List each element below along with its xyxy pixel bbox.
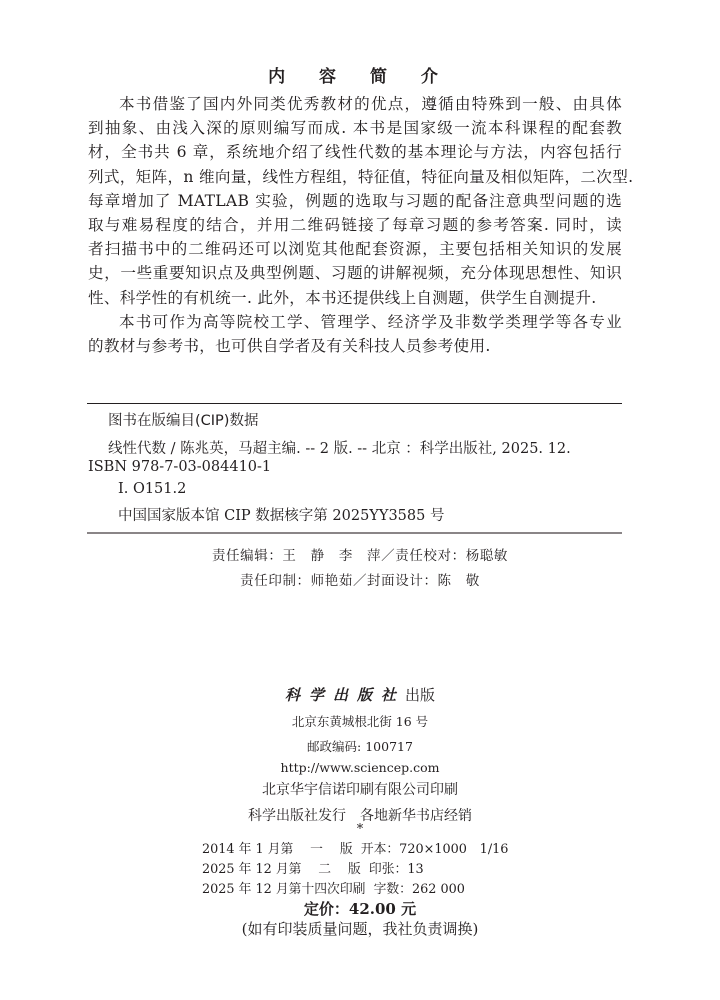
imprint-edition: 2025 年 12 月第十四次印刷 xyxy=(202,882,366,897)
imprint-edition: 2014 年 1 月第 一 版 xyxy=(202,842,353,857)
imprint-row-3 xyxy=(202,878,465,897)
imprint-row-1 xyxy=(202,838,508,857)
summary-line: 到抽象、由浅入深的原则编写而成. 本书是国家级一流本科课程的配套教 xyxy=(88,119,622,138)
cip-heading: 图书在版编目(CIP)数据 xyxy=(108,413,259,429)
summary-line: 每章增加了 MATLAB 实验，例题的选取与习题的配备注意典型问题的选 xyxy=(88,191,622,210)
cip-isbn: ISBN 978-7-03-084410-1 xyxy=(88,459,272,475)
cip-top-rule xyxy=(87,403,622,404)
summary-line: 材，全书共 6 章，系统地介绍了线性代数的基本理论与方法，内容包括行 xyxy=(88,143,622,162)
cip-verification: 中国国家版本馆 CIP 数据核字第 2025YY3585 号 xyxy=(118,508,445,524)
editorial-credits-line-1: 责任编辑：王 静 李 萍／责任校对：杨聪敏 xyxy=(211,548,509,564)
distribution-line: 科学出版社发行 各地新华书店经销 xyxy=(248,808,472,824)
summary-paragraph-1 xyxy=(88,92,634,310)
editorial-credits-line-2: 责任印制：师艳茹／封面设计：陈 敬 xyxy=(240,573,480,589)
imprint-spec: 字数：262 000 xyxy=(373,882,465,897)
publisher-suffix: 出版 xyxy=(405,686,436,704)
imprint-row-2 xyxy=(202,858,424,877)
publisher-line xyxy=(0,684,720,705)
summary-line: 列式，矩阵，n 维向量，线性方程组，特征值，特征向量及相似矩阵，二次型. xyxy=(88,167,634,186)
summary-paragraph-2 xyxy=(88,310,622,358)
imprint-edition: 2025 年 12 月第 二 版 xyxy=(202,862,361,877)
publisher-website: http://www.sciencep.com xyxy=(280,760,440,775)
summary-line: 本书可作为高等院校工学、管理学、经济学及非数学类理学等各专业 xyxy=(119,313,622,331)
separator-asterisk: * xyxy=(356,822,364,837)
imprint-spec: 开本：720×1000 1/16 xyxy=(360,842,509,857)
quality-notice: (如有印装质量问题，我社负责调换) xyxy=(241,920,479,938)
cip-record-line: 线性代数 / 陈兆英，马超主编. -- 2 版. -- 北京 ：科学出版社, 2025. 12. xyxy=(108,441,571,457)
summary-line: 本书借鉴了国内外同类优秀教材的优点，遵循由特殊到一般、由具体 xyxy=(119,95,622,113)
price: 定价：42.00 元 xyxy=(303,900,417,918)
summary-line: 者扫描书中的二维码还可以浏览其他配套资源，主要包括相关知识的发展 xyxy=(88,240,622,259)
publisher-address: 北京东黄城根北街 16 号 xyxy=(291,714,429,729)
imprint-spec: 印张：13 xyxy=(368,862,424,877)
cip-bottom-rule xyxy=(87,532,622,534)
summary-line: 取与难易程度的结合，并用二维码链接了每章习题的参考答案. 同时，读 xyxy=(88,216,622,235)
publisher-postcode: 邮政编码: 100717 xyxy=(307,739,413,754)
printer-line: 北京华宇信诺印刷有限公司印刷 xyxy=(262,782,458,798)
page-title: 内 容 简 介 xyxy=(268,67,452,87)
summary-line: 性、科学性的有机统一. 此外，本书还提供线上自测题，供学生自测提升. xyxy=(88,288,597,307)
publisher-logo: 科学出版社 xyxy=(284,686,405,704)
summary-line: 史，一些重要知识点及典型例题、习题的讲解视频，充分体现思想性、知识 xyxy=(88,264,622,283)
cip-classification: Ⅰ. O151.2 xyxy=(118,481,187,497)
summary-line: 的教材与参考书，也可供自学者及有关科技人员参考使用. xyxy=(88,337,491,356)
